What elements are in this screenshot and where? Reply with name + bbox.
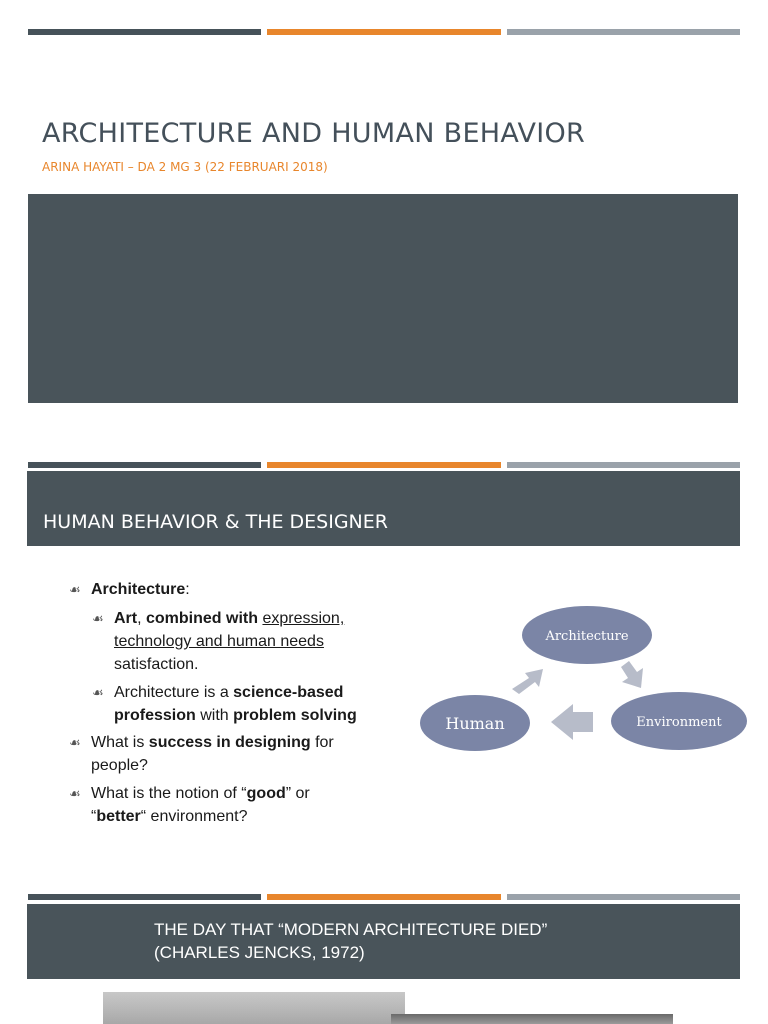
bullet-marker-icon: ☙ <box>92 685 104 700</box>
node-label-architecture: Architecture <box>545 629 629 644</box>
bullet-text: , <box>137 610 146 627</box>
arrow-environment-to-human <box>551 704 593 740</box>
bullet-text: What is <box>91 734 149 751</box>
node-architecture <box>522 606 652 664</box>
bullet-bold: Art <box>114 610 138 627</box>
bullet-text: satisfaction. <box>114 656 199 673</box>
accent-bar-orange <box>267 894 500 900</box>
slide2-title: HUMAN BEHAVIOR & THE DESIGNER <box>43 511 388 533</box>
bullet-text: Architecture is a <box>114 684 234 701</box>
bullet-text: with <box>195 707 234 724</box>
accent-bar-dark <box>28 29 261 35</box>
slide3-title <box>154 918 547 964</box>
bullet-marker-icon: ☙ <box>69 582 81 597</box>
slide3-header <box>27 904 740 979</box>
slide3-title-line2: (CHARLES JENCKS, 1972) <box>154 943 365 962</box>
bullet-text: for <box>310 734 334 751</box>
bullet-text: ” or <box>285 785 310 802</box>
bullet-success <box>69 731 391 777</box>
cycle-diagram <box>415 600 755 760</box>
bullet-marker-icon: ☙ <box>92 611 104 626</box>
historic-photo-left <box>103 992 405 1024</box>
arrow-architecture-to-environment <box>621 661 643 688</box>
bullet-text: “ <box>91 808 97 825</box>
bullet-bold: better <box>96 808 141 825</box>
accent-bars-top <box>28 29 740 35</box>
bullet-text: : <box>185 581 190 598</box>
bullet-bold: science-based <box>233 684 344 701</box>
accent-bars-slide3 <box>28 894 740 900</box>
node-environment <box>611 692 747 750</box>
accent-bar-gray <box>507 462 740 468</box>
bullet-text: people? <box>91 757 148 774</box>
bullet-bold: profession <box>114 707 196 724</box>
accent-bar-gray <box>507 894 740 900</box>
slide3-title-line1: THE DAY THAT “MODERN ARCHITECTURE DIED” <box>154 920 548 939</box>
bullet-bold: combined with <box>146 610 258 627</box>
bullet-underline: technology and human needs <box>114 633 324 650</box>
node-label-environment: Environment <box>636 715 722 730</box>
accent-bar-dark <box>28 894 261 900</box>
bullet-bold: Architecture <box>91 581 186 598</box>
bullet-bold: success in designing <box>148 734 311 751</box>
bullet-text: “ environment? <box>140 808 248 825</box>
accent-bar-dark <box>28 462 261 468</box>
bullet-text: What is the notion of “ <box>91 785 247 802</box>
slide-title: ARCHITECTURE AND HUMAN BEHAVIOR <box>42 118 586 149</box>
accent-bars-slide2 <box>28 462 740 468</box>
node-human <box>420 695 530 751</box>
node-label-human: Human <box>445 714 505 733</box>
slide-subtitle: ARINA HAYATI – DA 2 MG 3 (22 FEBRUARI 2018) <box>42 160 328 174</box>
subbullet-science <box>92 681 404 727</box>
bullet-notion <box>69 782 391 828</box>
bullet-marker-icon: ☙ <box>69 735 81 750</box>
bullet-architecture <box>69 578 391 601</box>
subbullet-art <box>92 607 404 676</box>
slide2-header <box>27 471 740 546</box>
bullet-marker-icon: ☙ <box>69 786 81 801</box>
arrow-human-to-architecture <box>512 669 543 694</box>
bullet-bold: problem solving <box>233 707 357 724</box>
accent-bar-gray <box>507 29 740 35</box>
title-panel <box>28 194 738 403</box>
accent-bar-orange <box>267 29 500 35</box>
bullet-underline: expression, <box>262 610 345 627</box>
accent-bar-orange <box>267 462 500 468</box>
bullet-bold: good <box>246 785 286 802</box>
historic-photo-right <box>391 1014 673 1024</box>
